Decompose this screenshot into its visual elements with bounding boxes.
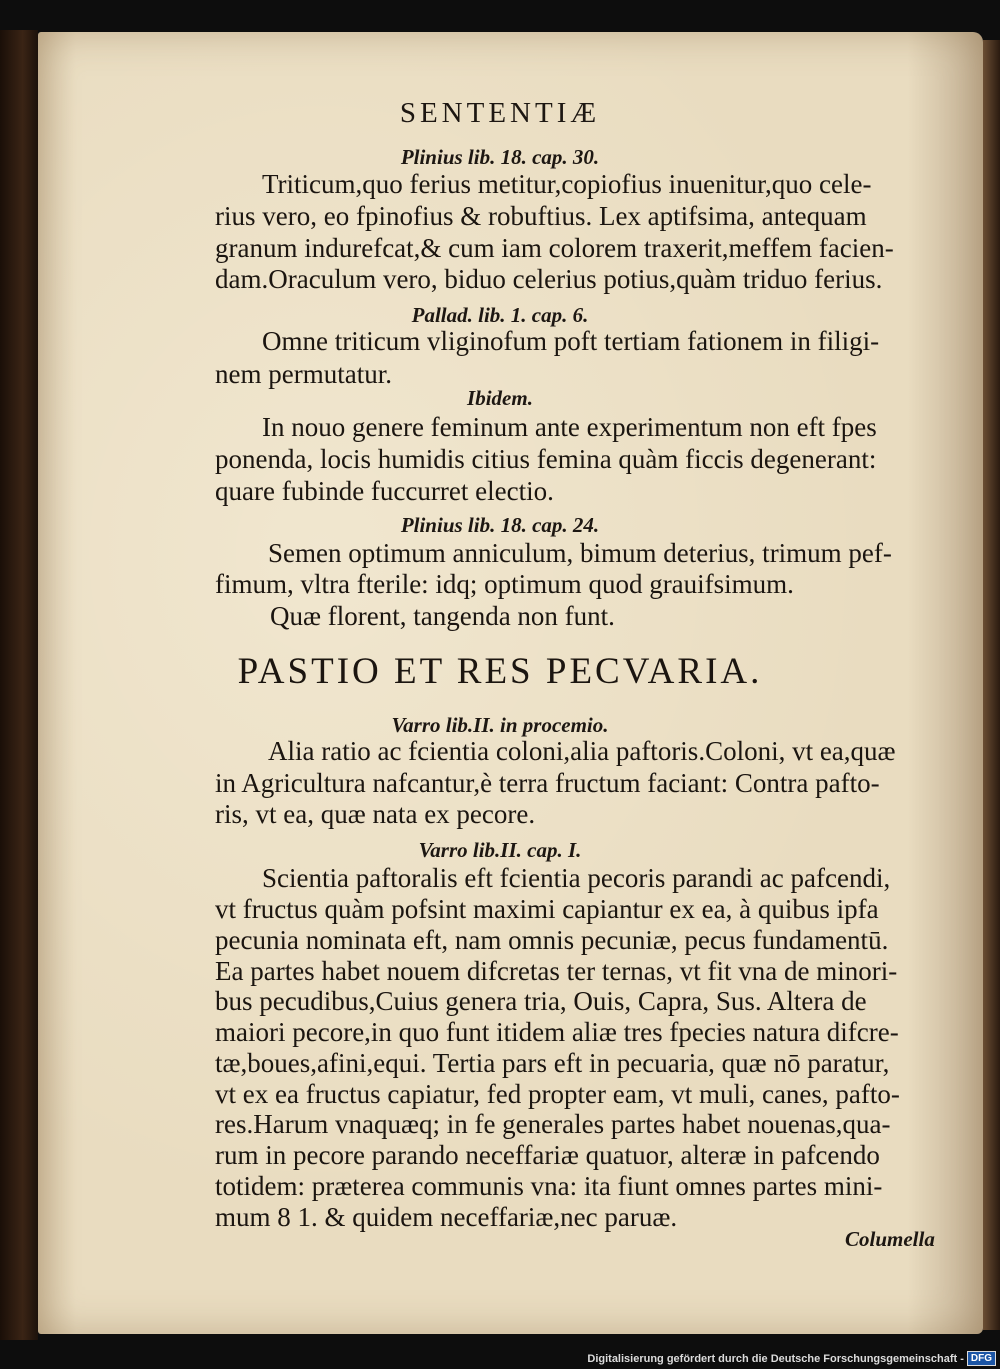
text-line: Ea partes habet nouem difcretas ter ternas, vt fit vna de minori- bbox=[215, 956, 898, 986]
text-line: Omne triticum vliginofum poft tertiam fationem in filigi- bbox=[262, 326, 880, 356]
digitization-footer bbox=[587, 1350, 996, 1367]
text-line: res.Harum vnaquæq; in fe generales partes habet nouenas,qua- bbox=[215, 1109, 891, 1139]
text-line: In nouo genere feminum ante experimentum non eft fpes bbox=[262, 412, 877, 442]
text-line: maiori pecore,in quo funt itidem aliæ tres fpecies natura difcre- bbox=[215, 1017, 899, 1047]
text-line: fimum, vltra fterile: idq; optimum quod grauifsimum. bbox=[215, 569, 794, 599]
source-reference: Varro lib.II. cap. I. bbox=[418, 838, 582, 862]
text-line: in Agricultura nafcantur,è terra fructum faciant: Contra pafto- bbox=[215, 768, 880, 798]
text-line: bus pecudibus,Cuius genera tria, Ouis, Capra, Sus. Altera de bbox=[215, 986, 867, 1016]
text-line: vt fructus quàm pofsint maximi capiantur ex ea, à quibus ipfa bbox=[215, 894, 879, 924]
text-line: Quæ florent, tangenda non funt. bbox=[270, 601, 615, 631]
source-reference: Varro lib.II. in procemio. bbox=[391, 713, 609, 737]
text-line: quare fubinde fuccurret electio. bbox=[215, 476, 554, 506]
text-line: dam.Oraculum vero, biduo celerius potius,quàm triduo ferius. bbox=[215, 264, 883, 294]
text-line: ris, vt ea, quæ nata ex pecore. bbox=[215, 799, 536, 829]
text-line: vt ex ea fructus capiatur, fed propter eam, vt muli, canes, pafto- bbox=[215, 1079, 900, 1109]
text-line: ponenda, locis humidis citius femina quàm ficcis degenerant: bbox=[215, 444, 877, 474]
running-head: SENTENTIÆ bbox=[399, 97, 601, 129]
text-line: tæ,boues,afini,equi. Tertia pars eft in pecuaria, quæ nō paratur, bbox=[215, 1048, 890, 1078]
source-reference: Plinius lib. 18. cap. 30. bbox=[400, 145, 600, 169]
catchword: Columella bbox=[845, 1227, 935, 1251]
text-line: totidem: præterea communis vna: ita fiunt omnes partes mini- bbox=[215, 1171, 883, 1201]
funding-notice: Digitalisierung gefördert durch die Deutsche Forschungsgemeinschaft - bbox=[587, 1352, 964, 1365]
source-reference: Pallad. lib. 1. cap. 6. bbox=[411, 303, 589, 327]
source-reference: Plinius lib. 18. cap. 24. bbox=[400, 513, 600, 537]
text-line: Scientia paftoralis eft fcientia pecoris parandi ac pafcendi, bbox=[262, 863, 891, 893]
text-line: nem permutatur. bbox=[215, 359, 392, 389]
text-line: pecunia nominata eft, nam omnis pecuniæ, pecus fundamentū. bbox=[215, 925, 889, 955]
text-line: Semen optimum anniculum, bimum deterius, trimum pef- bbox=[268, 538, 892, 568]
text-line: granum indurefcat,& cum iam colorem traxerit,meffem facien- bbox=[215, 233, 894, 263]
section-heading: PASTIO ET RES PECVARIA. bbox=[237, 651, 763, 692]
dfg-logo: DFG bbox=[967, 1351, 996, 1366]
text-line: Triticum,quo ferius metitur,copiofius inuenitur,quo cele- bbox=[262, 169, 872, 199]
text-line: rius vero, eo fpinofius & robuftius. Lex aptifsima, antequam bbox=[215, 201, 867, 231]
text-line: Alia ratio ac fcientia coloni,alia paftoris.Coloni, vt ea,quæ bbox=[268, 736, 896, 766]
text-line: rum in pecore parando neceffariæ quatuor, alteræ in pafcendo bbox=[215, 1140, 880, 1170]
source-reference: Ibidem. bbox=[467, 386, 533, 410]
text-line: mum 8 1. & quidem neceffariæ,nec paruæ. bbox=[215, 1202, 678, 1232]
